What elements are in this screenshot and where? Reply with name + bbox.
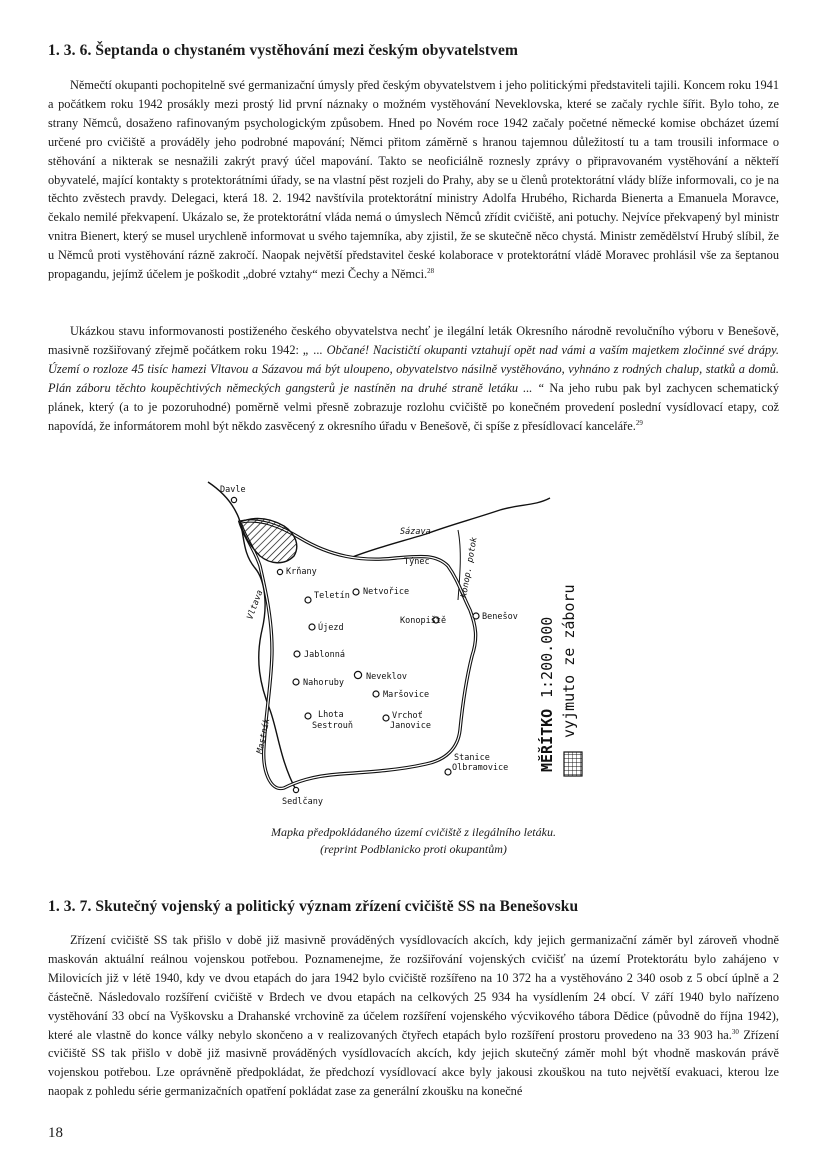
label-sazava: Sázava xyxy=(400,527,431,537)
town-marker-netvorice xyxy=(353,589,359,595)
paragraph-1 xyxy=(48,76,779,284)
town-marker-teletin xyxy=(305,597,311,603)
label-stanice: Stanice xyxy=(454,753,490,763)
label-nahoruby: Nahoruby xyxy=(303,678,344,688)
label-neveklov: Neveklov xyxy=(366,672,407,682)
section-heading-136: 1. 3. 6. Šeptanda o chystaném vystěhování mezi českým obyvatelstvem xyxy=(48,42,518,59)
town-marker-krnany xyxy=(277,569,282,574)
label-vrchot: Vrchoť xyxy=(392,711,423,721)
label-benesov: Benešov xyxy=(482,612,518,622)
label-vltava: Vltava xyxy=(245,588,266,622)
scale-value: 1:200.000 xyxy=(538,616,556,698)
paragraph-1-text: Němečtí okupanti pochopitelně své germanizační úmysly před českým obyvatelstvem i jeho politickými představiteli tajili. Koncem roku 1941 a počátkem roku 1942 prosákly mezi prostý lid první náznaky o možném vystěhování Neveklovska, které se začaly rychle šířit. Bylo toho, ze strany Němců, dosaženo rafinovaným psychologickým způsobem. Hned po Novém roce 1942 začaly početné německé komise obcházet území určené pro cvičiště a prováděly jeho podrobné mapování; Němci přitom záměrně s hranou tajemnou důležitostí tu a tam trousili informace o stěhování a nikterak se nesnažili zakrýt pravý účel mapování. Takto se neoficiálně roznesly zprávy o připravovaném vystěhování a někteří obyvatelé, mající kontakty s protektorátními úřady, se na vlastní pěst rozjeli do Prahy, aby se u členů protektorátní vlády blíže informovali, co je na těchto zvěstech pravdy. Delegaci, která 18. 2. 1942 navštívila protektorátní ministry Adolfa Hrubého, Richarda Bienerta a Emanuela Moravce, čekalo nemilé překvapení. Ukázalo se, že protektorátní vláda nemá o úmyslech Němců zřídit cvičiště, ani potuchy. Nejvíce překvapený byl ministr vnitra Bienert, který se musel urychleně informovat u svého tajemníka, aby zjistil, že se skutečně něco chystá. Ministr zemědělství Hrubý slíbil, že u Němců proti vystěhování rázně zakročí. Naopak největší představitel české kolaborace v protektorátní vládě Moravec prohlásil vše za šeptanou propagandu, jejímž účelem je poškodit „dobré vztahy“ mezi Čechy a Němci. xyxy=(48,78,779,282)
town-marker-benesov xyxy=(473,613,479,619)
town-marker-lhota xyxy=(305,713,311,719)
paragraph-3-text-cont: Zřízení cvičiště SS tak přišlo v době již masivně prováděných vysídlovacích akcích, kdy jejich skutečný záměr mohl být vhodně maskován právě vojenskou potřebou. Lze oprávněně předpokládat, že předchozí vysídlovací akce byly jakousi zkouškou na tuto největší evakuaci, kterou lze naopak z pohledu série germanizačních opatření pokládat zase za generální zkoušku na konečné xyxy=(48,1027,779,1099)
paragraph-3-text: Zřízení cvičiště SS tak přišlo v době již masivně prováděných vysídlovacích akcích, kdy jejich germanizační záměr byl zároveň vhodně maskován aktuální reálnou vojenskou potřebou. Poznamenejme, že rozšiřování vojenských cvičišť na území Protektorátu bylo zahájeno v Milovicích již v létě 1940, kdy ve dvou etapách do jara 1942 bylo cvičiště rozšířeno na 10 372 ha a vystěhováno 2 340 osob z 5 obcí úplně a 2 částečně. Následovalo rozšíření cvičiště v Brdech ve dvou etapách na celkových 25 934 ha vysídlením 24 obcí. V září 1940 bylo nařízeno vystěhování 33 obcí na Vyškovsku a Drahanské vrchovině za účelem rozšíření vojenského výcvikového tábora Dědice (původně do října 1942), které ale vlastně do konce války nebylo skončeno a v realizovaných čtyřech etapách bylo rozšíření prostoru provedeno na 33 903 ha. xyxy=(48,933,779,1042)
town-marker-jablonna xyxy=(294,651,300,657)
legend-label: vyjmuto ze záboru xyxy=(560,584,578,738)
label-sedlcany: Sedlčany xyxy=(282,797,323,807)
label-tynec: Týnec xyxy=(404,557,430,567)
label-jablonna: Jablonná xyxy=(304,650,345,660)
section-heading-137: 1. 3. 7. Skutečný vojenský a politický význam zřízení cvičiště SS na Benešovsku xyxy=(48,898,579,915)
paragraph-3 xyxy=(48,931,779,1101)
label-davle: Davle xyxy=(220,485,246,495)
label-netvorice: Netvořice xyxy=(363,587,410,597)
town-marker-vrchot-janovice xyxy=(383,715,389,721)
label-ujezd: Újezd xyxy=(318,623,344,633)
town-marker-olbramovice xyxy=(445,769,451,775)
leaflet-map xyxy=(200,470,620,810)
town-marker-marsovice xyxy=(373,691,379,697)
footnote-ref-29[interactable]: 29 xyxy=(635,418,643,427)
label-konopiste: Konopiště xyxy=(400,616,447,626)
paragraph-2-text-cont: Na jeho rubu pak byl zachycen schematický plánek, který (a to je pozoruhodné) poměrně velmi přesně zobrazuje rozlohu cvičiště po konečném provedení poslední vysídlovací etapy, což napovídá, že informátorem mohl být někdo zasvěcený z okresního úřadu v Benešově, či spíše z přesídlovací kanceláře. xyxy=(48,380,779,433)
footnote-ref-30[interactable]: 30 xyxy=(731,1027,739,1036)
scale-label: MĚŘÍTKO xyxy=(538,708,556,772)
label-janovice: Janovice xyxy=(390,721,431,731)
label-marsovice: Maršovice xyxy=(383,690,430,700)
town-marker-neveklov xyxy=(354,671,361,678)
caption-line-2: (reprint Podblanicko proti okupantům) xyxy=(320,842,507,856)
label-teletin: Teletín xyxy=(314,591,350,601)
label-olbramovice: Olbramovice xyxy=(452,763,509,773)
town-marker-davle xyxy=(231,497,236,502)
label-sestroun: Sestrouň xyxy=(312,721,353,731)
town-marker-ujezd xyxy=(309,624,315,630)
label-konopisty-brook: Konop. potok xyxy=(459,536,480,599)
leaflet-map-drawing xyxy=(200,470,620,810)
figure-caption xyxy=(0,824,827,858)
paragraph-2-text: Ukázkou stavu informovanosti postiženého českého obyvatelstva nechť je ilegální leták Okresního národně revolučního výboru v Benešově, masivně rozšiřovaný zřejmě počátkem roku 1942: xyxy=(48,324,779,357)
leaflet-quote: „ ... Občané! Nacističtí okupanti vztahují opět nad vámi a vaším majetkem zločinné své drápy. Území o rozloze 45 tisíc hamezi Vltavou a Sázavou má být uloupeno, obyvatelstvo násilně vystěhováno, vyhnáno z rodných chalup, statků a domů. Plán záboru těchto koupěchtivých německých gangsterů je nastíněn na druhé straně letáku ... “ xyxy=(48,342,779,395)
page-number: 18 xyxy=(48,1125,63,1141)
label-lhota: Lhota xyxy=(318,710,344,720)
legend-grid-swatch xyxy=(564,752,582,776)
sazava-river-line xyxy=(350,498,550,558)
caption-line-1: Mapka předpokládaného území cvičiště z ilegálního letáku. xyxy=(271,825,556,839)
footnote-ref-28[interactable]: 28 xyxy=(427,266,435,275)
town-marker-nahoruby xyxy=(293,679,299,685)
town-marker-sedlcany xyxy=(293,787,298,792)
paragraph-2 xyxy=(48,322,779,435)
label-mastnik: Mastník xyxy=(255,717,273,755)
label-krnany: Krňany xyxy=(286,567,317,577)
